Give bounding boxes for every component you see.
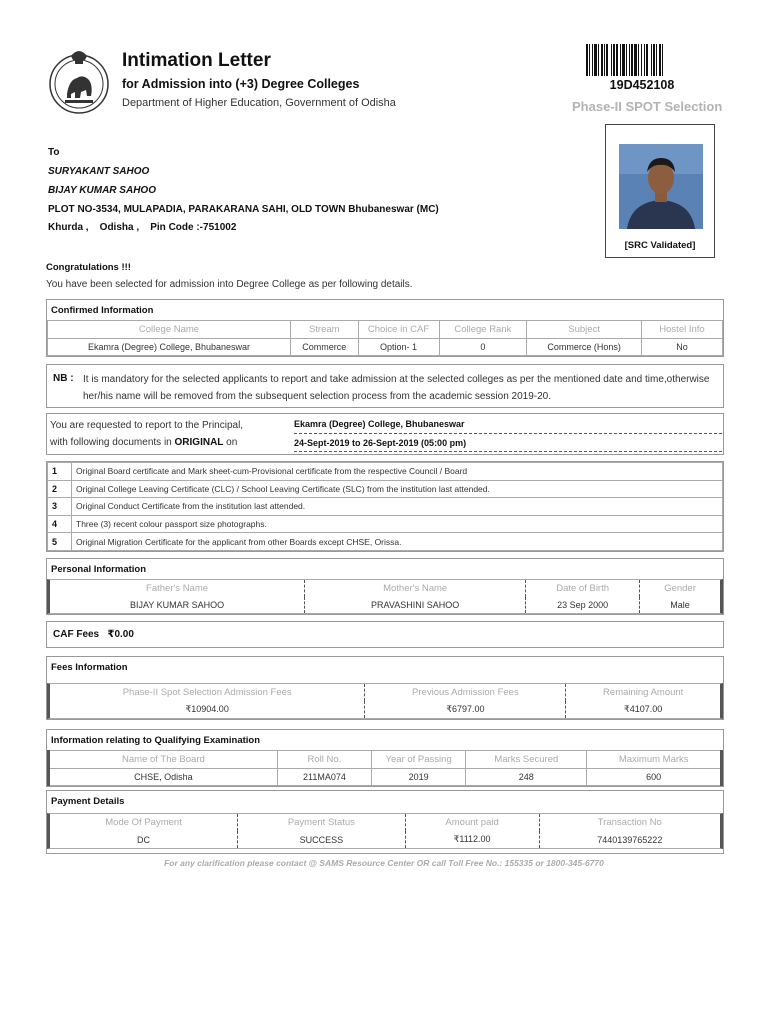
table-header: Name of The Board	[49, 751, 278, 769]
barcode-bar	[634, 44, 637, 76]
table-row	[50, 597, 720, 613]
barcode-bar	[592, 44, 593, 76]
phase-label: Phase-II SPOT Selection	[572, 99, 723, 114]
doc-text: Original Conduct Certificate from the institution last attended.	[72, 498, 723, 516]
barcode-bar	[622, 44, 625, 76]
board-cell: CHSE, Odisha	[49, 769, 278, 786]
barcode-bar	[594, 44, 597, 76]
table-header: Choice in CAF	[358, 321, 439, 339]
footer-contact: For any clarification please contact @ SAMS Resource Center OR call Toll Free No.: 155335 or 1800-345-6770	[164, 858, 604, 868]
barcode-bar	[656, 44, 657, 76]
barcode-bar	[586, 44, 588, 76]
doc-number: 3	[48, 498, 72, 516]
barcode-bar	[620, 44, 621, 76]
barcode-bar	[613, 44, 615, 76]
department-name: Department of Higher Education, Government of Odisha	[122, 97, 396, 109]
barcode-bar	[659, 44, 661, 76]
confirmed-information-table	[47, 320, 723, 356]
table-row	[50, 701, 720, 718]
stream-cell: Commerce	[291, 339, 359, 356]
max-marks-cell: 600	[587, 769, 722, 786]
nb-label: NB :	[53, 373, 74, 384]
address-line1: PLOT NO-3534, MULAPADIA, PARAKARANA SAHI, OLD TOWN Bhubaneswar (MC)	[48, 204, 439, 215]
payment-details-title: Payment Details	[51, 796, 125, 807]
rupee-icon: ₹	[185, 704, 192, 714]
barcode-bar	[646, 44, 648, 76]
table-header: Subject	[527, 321, 642, 339]
payment-details-table	[50, 814, 720, 848]
list-item	[48, 515, 723, 533]
payment-status-cell: SUCCESS	[238, 831, 406, 848]
subject-cell: Commerce (Hons)	[527, 339, 642, 356]
father-name-cell: BIJAY KUMAR SAHOO	[129, 600, 225, 610]
dob-cell: 23 Sep 2000	[526, 597, 640, 613]
table-header: Amount paid	[405, 814, 539, 831]
table-header: Year of Passing	[372, 751, 466, 769]
table-header: Stream	[291, 321, 359, 339]
barcode-bar	[598, 44, 599, 76]
table-header: Roll No.	[277, 751, 371, 769]
college-rank-cell: 0	[439, 339, 527, 356]
rupee-icon: ₹	[107, 629, 115, 640]
rupee-icon: ₹	[453, 834, 460, 844]
mother-name-cell: PRAVASHINI SAHOO	[305, 597, 526, 613]
choice-cell: Option- 1	[358, 339, 439, 356]
nb-text: It is mandatory for the selected applicants to report and take admission at the selected colleges as per the mentioned date and time,otherwise her/his name will be removed from the subsequent selection process from the academic session 2019-20.	[83, 374, 710, 402]
table-row	[50, 831, 720, 848]
rupee-icon: ₹	[446, 704, 452, 714]
amount-paid-value: 1112.00	[459, 834, 491, 844]
report-line2-pre: with following documents in	[50, 437, 175, 448]
doc-number: 2	[48, 480, 72, 498]
table-header: Mother's Name	[305, 580, 526, 597]
table-row	[48, 339, 723, 356]
nb-notice	[46, 364, 724, 408]
table-header: College Name	[48, 321, 291, 339]
address-to: To	[48, 147, 60, 158]
table-header: Phase-II Spot Selection Admission Fees	[122, 687, 292, 698]
year-cell: 2019	[372, 769, 466, 786]
amount-paid-cell	[405, 831, 539, 848]
barcode-bar	[611, 44, 612, 76]
remaining-amount-cell	[566, 701, 720, 718]
document-title: Intimation Letter	[122, 50, 271, 71]
marks-secured-cell: 248	[466, 769, 587, 786]
report-line2	[50, 437, 237, 448]
list-item	[48, 533, 723, 551]
barcode-bar	[662, 44, 663, 76]
remaining-amount-value: 4107.00	[629, 704, 663, 714]
barcode-bar	[631, 44, 633, 76]
doc-text: Original Migration Certificate for the applicant from other Boards except CHSE, Orissa.	[72, 533, 723, 551]
barcode-bar	[651, 44, 652, 76]
previous-fees-value: 6797.00	[451, 704, 485, 714]
report-line1: You are requested to report to the Principal,	[50, 420, 244, 431]
table-header: Previous Admission Fees	[365, 684, 566, 701]
spot-fees-value: 10904.00	[191, 704, 229, 714]
photo-box	[605, 124, 715, 258]
barcode-bar	[616, 44, 618, 76]
caf-fees	[46, 621, 724, 648]
report-panel	[46, 413, 724, 455]
fees-information-table	[50, 684, 720, 718]
table-header: Gender	[640, 580, 720, 597]
barcode-bar	[629, 44, 630, 76]
odisha-emblem-icon	[47, 44, 111, 116]
barcode-bar	[644, 44, 645, 76]
list-item	[48, 480, 723, 498]
table-header: College Rank	[439, 321, 527, 339]
college-name-cell: Ekamra (Degree) College, Bhubaneswar	[48, 339, 291, 356]
doc-number: 4	[48, 515, 72, 533]
payment-mode-cell: DC	[137, 834, 151, 845]
personal-information-table	[50, 580, 720, 613]
report-college: Ekamra (Degree) College, Bhubaneswar	[294, 419, 722, 434]
table-header: Maximum Marks	[587, 751, 722, 769]
doc-number: 1	[48, 463, 72, 481]
previous-fees-cell	[365, 701, 566, 718]
list-item	[48, 463, 723, 481]
table-header: Marks Secured	[466, 751, 587, 769]
fees-information-title: Fees Information	[51, 662, 128, 673]
hostel-cell: No	[642, 339, 723, 356]
barcode-bar	[604, 44, 605, 76]
barcode-bar	[606, 44, 608, 76]
doc-text: Three (3) recent colour passport size photographs.	[72, 515, 723, 533]
doc-text: Original Board certificate and Mark sheet-cum-Provisional certificate from the respective Council / Board	[72, 463, 723, 481]
personal-information-title: Personal Information	[51, 564, 147, 575]
spot-fees-cell	[50, 701, 365, 718]
caf-fees-label: CAF Fees	[53, 629, 100, 640]
barcode	[586, 44, 698, 76]
table-header: Mode Of Payment	[105, 817, 182, 828]
rupee-icon: ₹	[624, 704, 630, 714]
transaction-no-cell: 7440139765222	[539, 831, 720, 848]
document-subtitle: for Admission into (+3) Degree Colleges	[122, 77, 360, 91]
roll-no-cell: 211MA074	[277, 769, 371, 786]
barcode-bar	[641, 44, 642, 76]
applicant-name: SURYAKANT SAHOO	[48, 166, 150, 177]
qualifying-exam-table	[47, 750, 723, 786]
barcode-bar	[626, 44, 627, 76]
confirmed-information-panel	[46, 299, 724, 357]
barcode-bar	[601, 44, 603, 76]
table-row	[49, 769, 722, 786]
report-original: ORIGINAL	[174, 437, 224, 448]
selection-message: You have been selected for admission into Degree College as per following details.	[46, 279, 413, 290]
list-item	[48, 498, 723, 516]
barcode-bar	[638, 44, 639, 76]
qualifying-exam-title: Information relating to Qualifying Examination	[51, 735, 261, 746]
table-header: Payment Status	[238, 814, 406, 831]
table-header: Remaining Amount	[566, 684, 720, 701]
qualifying-exam-panel	[46, 729, 724, 787]
congratulations-text: Congratulations !!!	[46, 262, 131, 273]
barcode-number: 19D452108	[609, 78, 675, 92]
src-validated-label: [SRC Validated]	[624, 240, 696, 251]
applicant-photo	[619, 144, 703, 229]
report-line2-post: on	[223, 437, 238, 448]
doc-text: Original College Leaving Certificate (CLC) / School Leaving Certificate (SLC) from the institution last attended.	[72, 480, 723, 498]
payment-details-panel	[46, 790, 724, 854]
barcode-bar	[589, 44, 590, 76]
gender-cell: Male	[640, 597, 720, 613]
doc-number: 5	[48, 533, 72, 551]
caf-fees-amount: 0.00	[114, 629, 134, 640]
guardian-name: BIJAY KUMAR SAHOO	[48, 185, 156, 196]
table-header: Date of Birth	[526, 580, 640, 597]
personal-information-panel	[46, 558, 724, 615]
address-line2: Khurda , Odisha , Pin Code :-751002	[48, 222, 237, 233]
table-header: Transaction No	[539, 814, 720, 831]
confirmed-information-title: Confirmed Information	[51, 305, 154, 316]
table-header: Hostel Info	[642, 321, 723, 339]
fees-information-panel	[46, 656, 724, 720]
report-dates: 24-Sept-2019 to 26-Sept-2019 (05:00 pm)	[294, 438, 722, 452]
documents-list	[46, 461, 724, 552]
barcode-bar	[653, 44, 655, 76]
table-header: Father's Name	[146, 583, 209, 594]
